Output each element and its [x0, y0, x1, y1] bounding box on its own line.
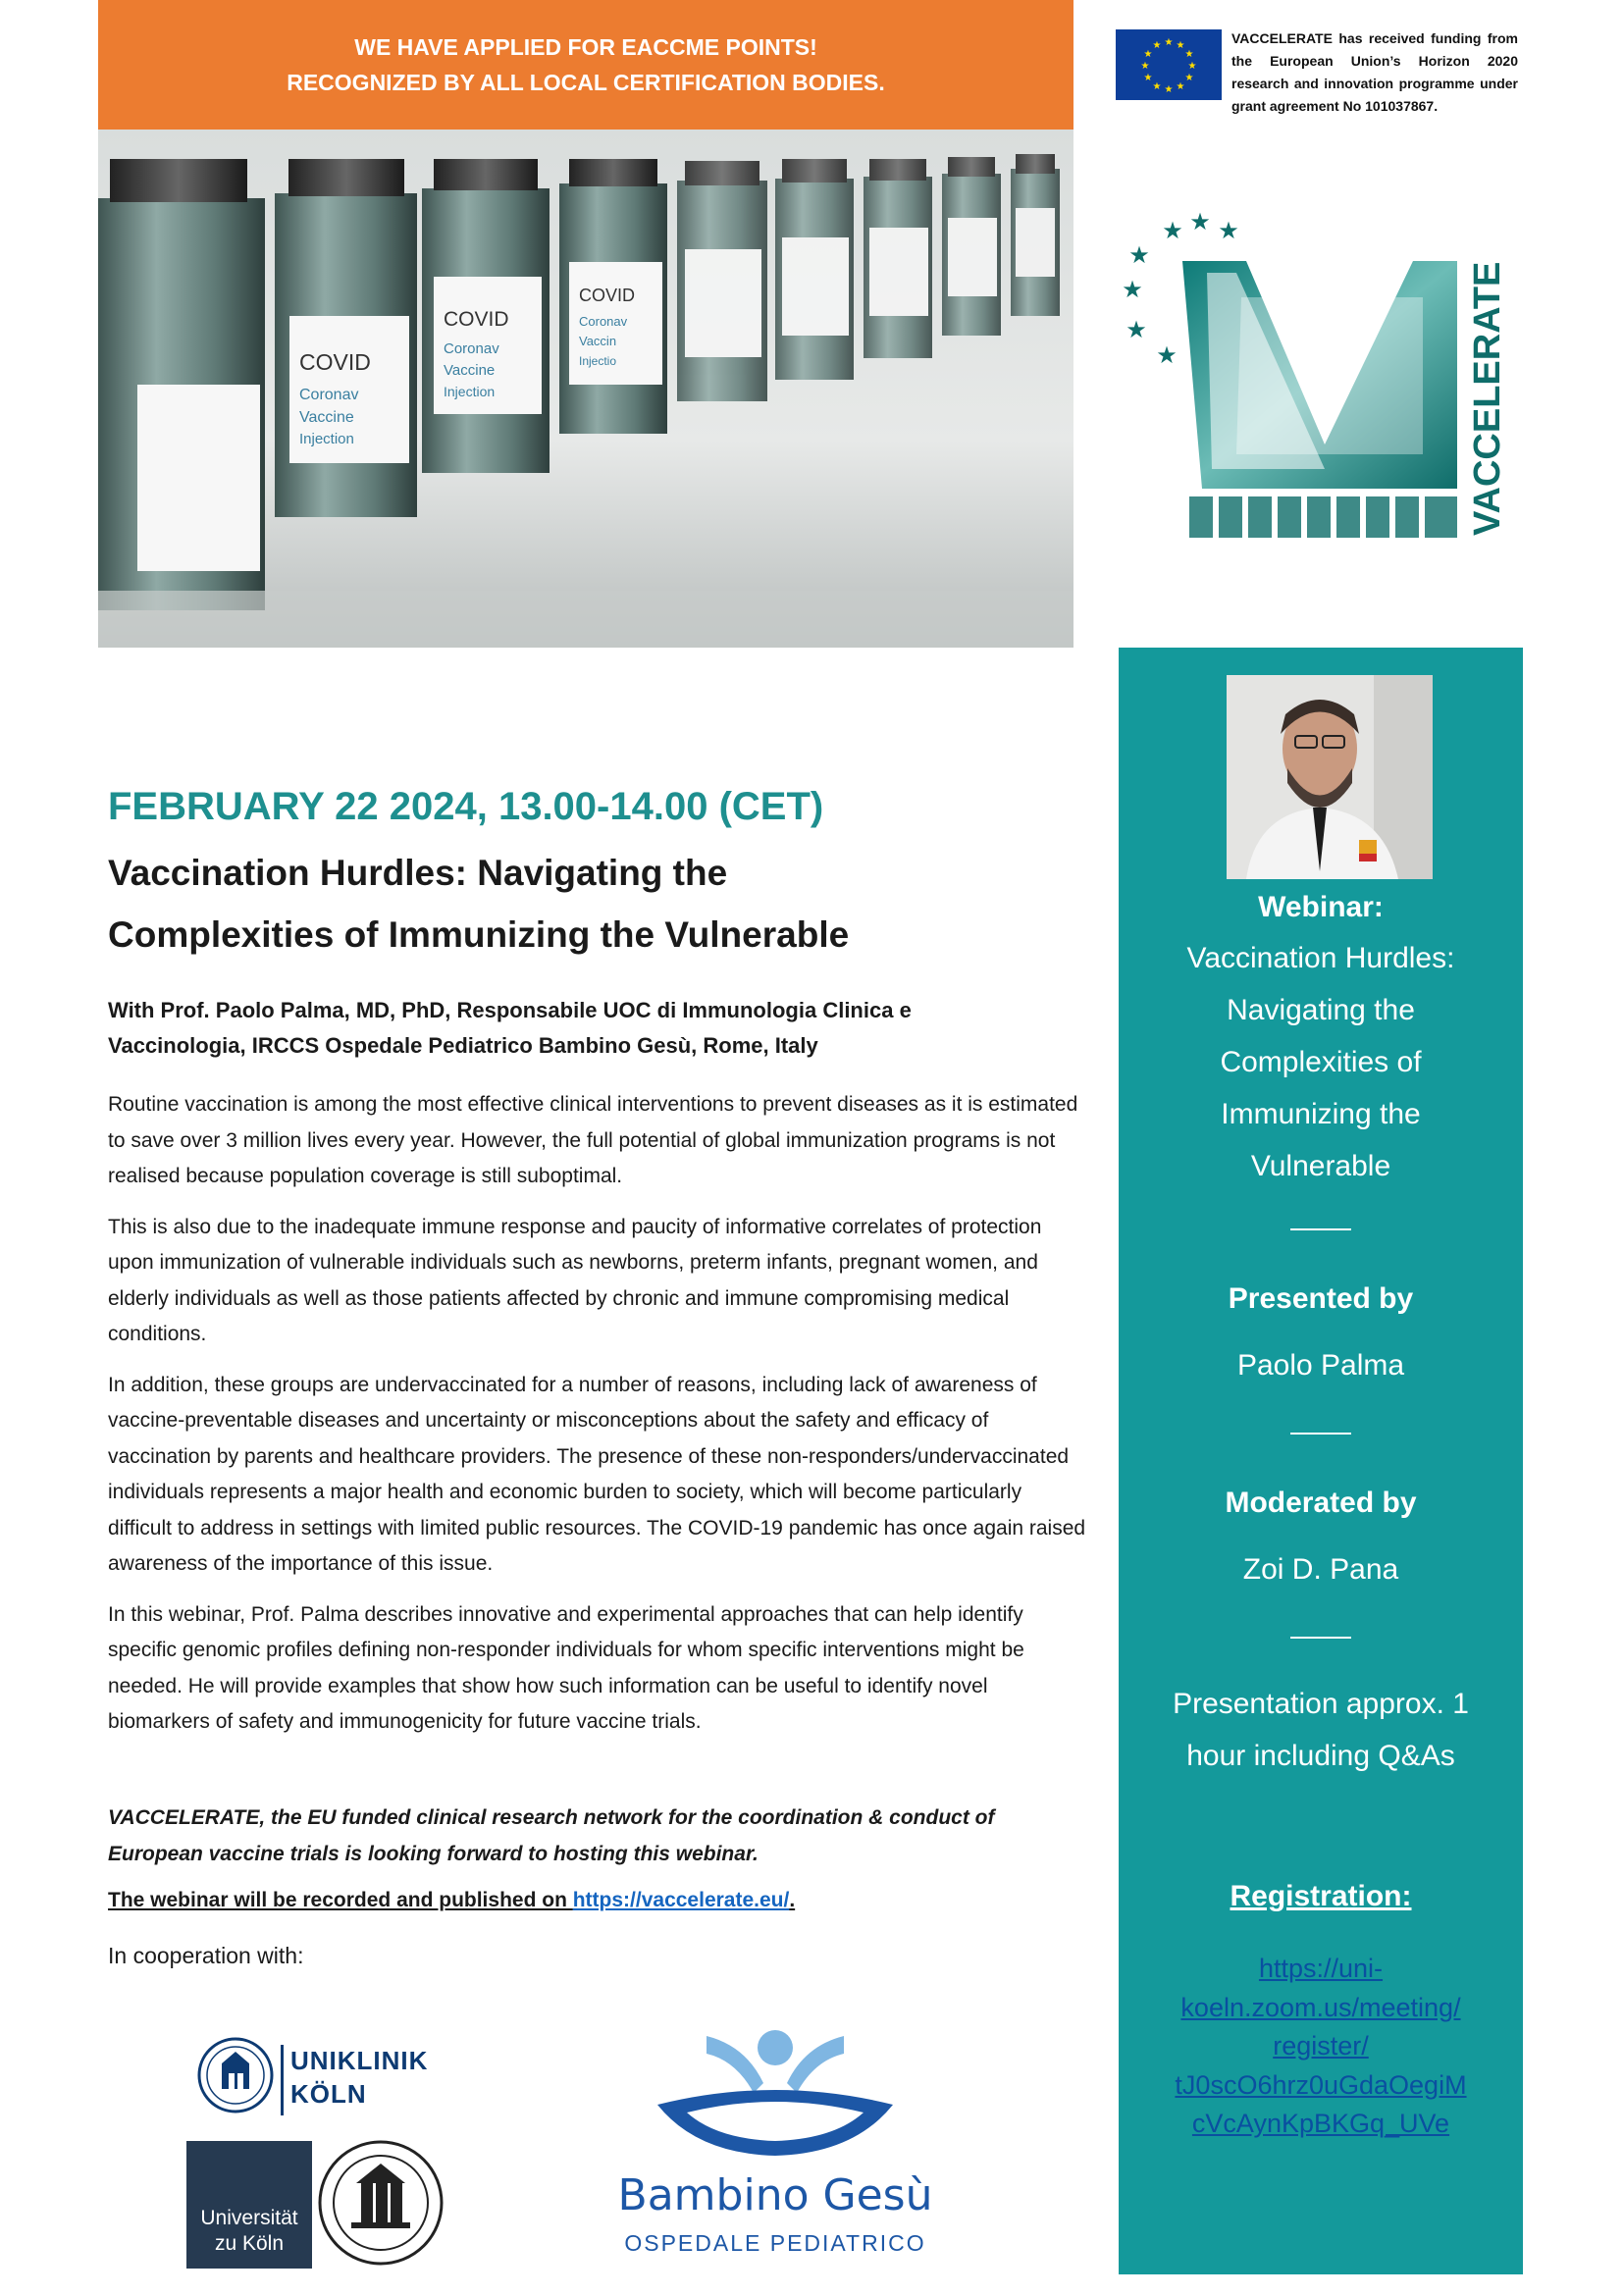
vial-label-injection: Injection — [444, 384, 496, 399]
moderator-name: Zoi D. Pana — [1242, 1553, 1399, 1586]
uniklinik-seal-icon — [196, 2036, 275, 2114]
vial-label-vaccine: Vaccine — [299, 409, 354, 426]
banner-line-1: WE HAVE APPLIED FOR EACCME POINTS! — [354, 34, 817, 60]
webinar-sidebar — [1119, 648, 1523, 2274]
svg-text:★: ★ — [1184, 73, 1194, 83]
event-title — [108, 842, 1040, 965]
vial-label-injection: Injectio — [579, 354, 617, 368]
vial-label-vaccine: Vaccine — [444, 362, 496, 379]
registration-link-line[interactable]: cVcAynKpBKGq_UVe — [1191, 2109, 1450, 2138]
bambino-gesu-name: Bambino Gesù — [617, 2170, 933, 2220]
svg-text:★: ★ — [1164, 84, 1174, 95]
vial-label-covid: COVID — [579, 286, 636, 305]
vial-label-covid: COVID — [444, 308, 509, 331]
registration-link[interactable] — [1119, 1950, 1523, 2144]
registration-link-line[interactable]: tJ0scO6hrz0uGdaOegiM — [1175, 2069, 1467, 2100]
svg-text:★: ★ — [1140, 61, 1150, 72]
webinar-title-line: Immunizing the — [1221, 1098, 1421, 1130]
duration-line: Presentation approx. 1 — [1173, 1688, 1469, 1720]
vial-label-coronavirus: Coronav — [579, 314, 628, 329]
uniklinik-logo-text — [290, 2044, 428, 2111]
svg-text:★: ★ — [1176, 40, 1185, 51]
svg-text:★: ★ — [1187, 61, 1197, 72]
registration-label: Registration: — [1230, 1880, 1412, 1912]
vaccine-vials-photo — [98, 130, 1073, 648]
divider — [1290, 1228, 1351, 1230]
speaker-credentials — [108, 993, 1089, 1064]
event-title-line-2: Complexities of Immunizing the Vulnerable — [108, 914, 850, 955]
vaccelerate-logo — [1119, 204, 1511, 543]
svg-text:★: ★ — [1126, 316, 1147, 343]
recording-notice — [108, 1889, 795, 1912]
divider — [1290, 1637, 1351, 1639]
svg-text:★: ★ — [1176, 81, 1185, 92]
presenter-photo — [1227, 675, 1433, 879]
vial-label-injection: Injection — [299, 431, 354, 447]
vaccelerate-website-link[interactable]: https://vaccelerate.eu/ — [572, 1889, 790, 1911]
speaker-line-2: Vaccinologia, IRCCS Ospedale Pediatrico Bambino Gesù, Rome, Italy — [108, 1033, 818, 1058]
svg-text:★: ★ — [1128, 241, 1150, 269]
vial-label-vaccine: Vaccin — [579, 334, 617, 348]
svg-text:★: ★ — [1218, 217, 1239, 244]
speaker-line-1: With Prof. Paolo Palma, MD, PhD, Responsabile UOC di Immunologia Clinica e — [108, 998, 912, 1022]
description-paragraph: This is also due to the inadequate immune response and paucity of informative correlates of protection upon immunization of vulnerable individuals such as newborns, preterm infants, pregnant women, and elderly individuals as well as those patients affected by chronic and immune compromising medical conditions. — [108, 1215, 1042, 1345]
eu-funding-notice: VACCELERATE has received funding from the European Union’s Horizon 2020 research and innovation programme under grant agreement No 101037867. — [1231, 30, 1518, 114]
svg-text:★: ★ — [1164, 37, 1174, 48]
uniklinik-line-1: UNIKLINIK — [290, 2046, 429, 2075]
uni-koeln-wordmark — [186, 2206, 312, 2257]
vial-label-coronavirus: Coronav — [444, 340, 499, 357]
uni-koeln-logo — [186, 2141, 312, 2269]
duration-info — [1119, 1678, 1523, 1782]
event-title-line-1: Vaccination Hurdles: Navigating the — [108, 853, 728, 893]
eaccme-banner — [98, 0, 1073, 130]
webinar-title-line: Complexities of — [1220, 1046, 1422, 1078]
vial-label-coronavirus: Coronav — [299, 387, 359, 403]
svg-text:★: ★ — [1152, 40, 1162, 51]
uni-koeln-line-1: Universität — [200, 2207, 298, 2229]
presenter-name: Paolo Palma — [1236, 1349, 1405, 1382]
uniklinik-divider — [281, 2045, 284, 2115]
banner-line-2: RECOGNIZED BY ALL LOCAL CERTIFICATION BODIES. — [287, 70, 885, 95]
moderated-by-label: Moderated by — [1225, 1487, 1417, 1519]
registration-link-line[interactable]: register/ — [1273, 2031, 1369, 2061]
recording-notice-period: . — [789, 1889, 796, 1911]
vial-label-covid: COVID — [299, 349, 371, 375]
description-paragraph: Routine vaccination is among the most effective clinical interventions to prevent diseases as it is estimated to save over 3 million lives every year. However, the full potential of global immunization programs is not realised because population coverage is still suboptimal. — [108, 1093, 1078, 1187]
uni-koeln-seal-icon — [317, 2139, 445, 2267]
webinar-label: Webinar: — [1258, 891, 1384, 923]
webinar-title-line: Vaccination Hurdles: — [1186, 942, 1455, 974]
bambino-gesu-emblem-icon — [638, 2007, 913, 2164]
svg-text:★: ★ — [1152, 81, 1162, 92]
svg-text:★: ★ — [1184, 49, 1194, 60]
svg-text:★: ★ — [1162, 217, 1183, 244]
svg-text:★: ★ — [1143, 73, 1153, 83]
svg-text:★: ★ — [1189, 208, 1211, 235]
cooperation-label: In cooperation with: — [108, 1943, 304, 1968]
webinar-title-line: Vulnerable — [1250, 1150, 1391, 1182]
recording-notice-text: The webinar will be recorded and published on — [108, 1889, 573, 1911]
uniklinik-line-2: KÖLN — [290, 2079, 367, 2109]
description-paragraph: In this webinar, Prof. Palma describes innovative and experimental approaches that can help identify specific genomic profiles defining non-responder individuals for whom specific interventions might be needed. He will provide examples that show how such information can be useful to identify novel biomarkers of safety and immunogenicity for future vaccine trials. — [108, 1602, 1024, 1733]
registration-link-line[interactable]: koeln.zoom.us/meeting/ — [1180, 1992, 1461, 2022]
svg-text:★: ★ — [1143, 49, 1153, 60]
eu-flag-icon — [1116, 29, 1222, 100]
uni-koeln-line-2: zu Köln — [214, 2232, 285, 2255]
svg-text:★: ★ — [1156, 341, 1178, 369]
svg-text:★: ★ — [1122, 276, 1143, 303]
description — [108, 1087, 1087, 1755]
webinar-title-line: Navigating the — [1227, 994, 1415, 1026]
presented-by-label: Presented by — [1228, 1282, 1414, 1315]
event-date: FEBRUARY 22 2024, 13.00-14.00 (CET) — [108, 785, 824, 828]
divider — [1290, 1433, 1351, 1435]
webinar-title — [1119, 932, 1523, 1192]
description-paragraph: In addition, these groups are undervaccinated for a number of reasons, including lack of awareness of vaccine-preventable diseases and uncertainty or misconceptions about the safety and efficacy of vaccination by parents and healthcare providers. The presence of these non-responders/undervaccinated individuals represents a major health and economic burden to society, which will become particularly difficult to address in settings with limited public resources. The COVID-19 pandemic has once again raised awareness of the importance of this issue. — [108, 1373, 1086, 1575]
vaccelerate-wordmark: VACCELERATE — [1467, 261, 1508, 536]
registration-link-line[interactable]: https://uni- — [1258, 1954, 1384, 1983]
closing-statement: VACCELERATE, the EU funded clinical research network for the coordination & conduct of European vaccine trials is looking forward to hosting this webinar. — [108, 1806, 995, 1865]
duration-line: hour including Q&As — [1186, 1740, 1455, 1772]
bambino-gesu-subtitle: OSPEDALE PEDIATRICO — [624, 2230, 926, 2256]
